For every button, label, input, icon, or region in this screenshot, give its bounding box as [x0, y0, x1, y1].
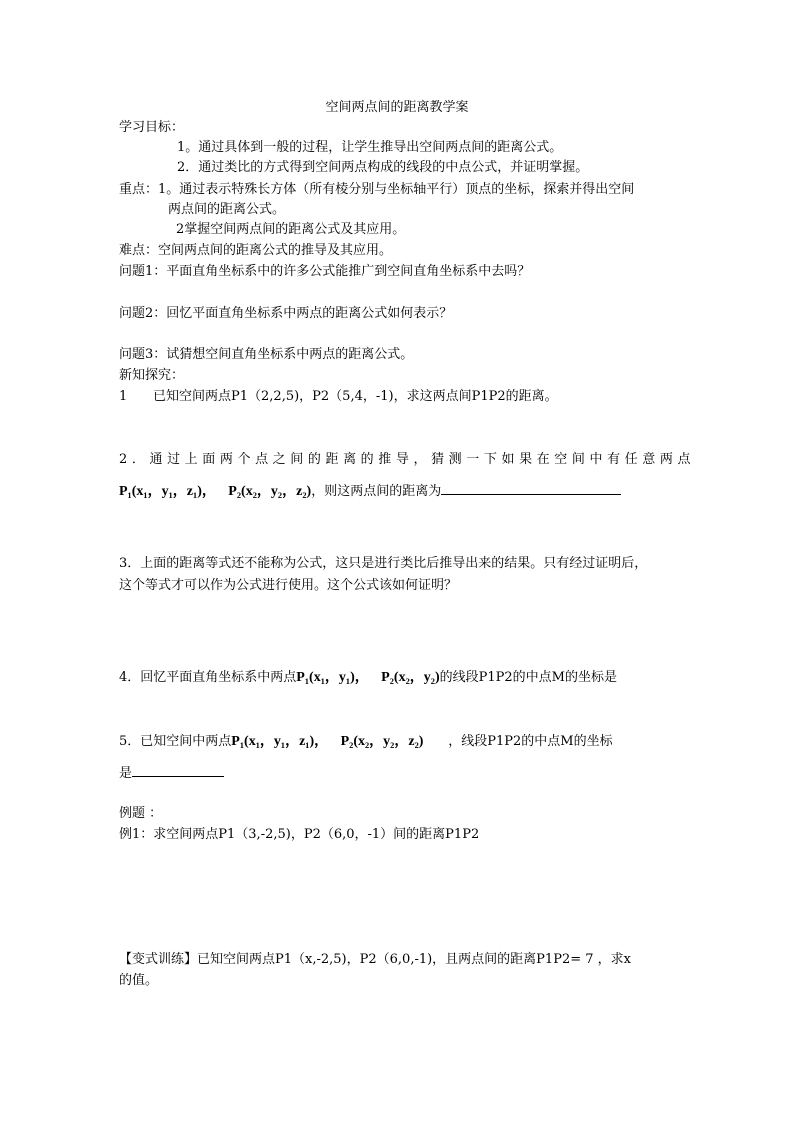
question-3: 问题3：试猜想空间直角坐标系中两点的距离公式。	[119, 347, 414, 362]
key-point-line-1: 重点：1。通过表示特殊长方体（所有棱分别与坐标轴平行）顶点的坐标，探索并得出空间	[119, 182, 635, 197]
item-5	[119, 734, 613, 750]
examples-label: 例题 ：	[119, 806, 163, 821]
explore-label: 新知探究：	[119, 368, 185, 383]
question-1: 问题1：平面直角坐标系中的许多公式能推广到空间直角坐标系中去吗？	[119, 264, 531, 279]
point-p2-2d: P₂(x₂，y₂)	[381, 670, 440, 685]
point-p2-3d-mid: P₂(x₂，y₂，z₂)	[340, 734, 424, 749]
item-1-text: 已知空间两点P1（2,2,5)，P2（5,4，-1)，求这两点间P1P2的距离。	[153, 389, 558, 404]
key-point-line-3: 2掌握空间两点间的距离公式及其应用。	[176, 222, 406, 237]
item-4-lead: 4．回忆平面直角坐标系中两点	[119, 670, 297, 685]
item-2-line-2	[119, 482, 621, 500]
item-3-line-2: 这个等式才可以作为公式进行使用。这个公式该如何证明？	[119, 578, 458, 593]
goal-item-1: 1。通过具体到一般的过程，让学生推导出空间两点间的距离公式。	[177, 140, 563, 155]
item-5-line-2-text: 是	[119, 766, 133, 781]
difficulty: 难点：空间两点间的距离公式的推导及其应用。	[119, 243, 393, 258]
goal-item-2: 2．通过类比的方式得到空间两点构成的线段的中点公式，并证明掌握。	[177, 160, 589, 175]
example-1: 例1：求空间两点P1（3,-2,5)，P2（6,0，-1）间的距离P1P2	[119, 827, 480, 842]
key-point-line-2: 两点间的距离公式。	[168, 202, 286, 217]
point-p1-2d: P₁(x₁，y₁)，	[296, 670, 369, 685]
point-p2-3d: P₂(x₂，y₂，z₂)	[228, 484, 312, 499]
item-2-tail: ，则这两点间的距离为	[311, 484, 442, 499]
page-title: 空间两点间的距离教学案	[325, 100, 469, 115]
item-5-line-2	[119, 764, 224, 782]
item-4	[119, 670, 617, 686]
distance-answer-blank[interactable]	[441, 482, 621, 495]
item-2-line-1: 2．通过上面两个点之间的距离的推导，猜测一下如果在空间中有任意两点	[119, 452, 696, 467]
point-p1-3d: P₁(x₁，y₁，z₁)，	[119, 484, 216, 499]
item-4-tail: 的线段P1P2的中点M的坐标是	[439, 670, 617, 685]
variant-line-2: 的值。	[119, 973, 159, 988]
midpoint-answer-blank[interactable]	[132, 764, 224, 777]
question-2: 问题2：回忆平面直角坐标系中两点的距离公式如何表示？	[119, 306, 453, 321]
point-p1-3d-mid: P₁(x₁，y₁，z₁)，	[231, 734, 329, 749]
item-5-lead: 5．已知空间中两点	[119, 734, 232, 749]
variant-line-1: 【变式训练】已知空间两点P1（x,-2,5)，P2（6,0,-1)，且两点间的距离P1P2= 7 ，求x	[119, 952, 631, 967]
item-5-tail: ，线段P1P2的中点M的坐标	[448, 734, 613, 749]
item-1-number: 1	[119, 389, 128, 404]
goals-label: 学习目标：	[119, 120, 185, 135]
item-3-line-1: 3．上面的距离等式还不能称为公式，这只是进行类比后推导出来的结果。只有经过证明后，	[119, 556, 648, 571]
